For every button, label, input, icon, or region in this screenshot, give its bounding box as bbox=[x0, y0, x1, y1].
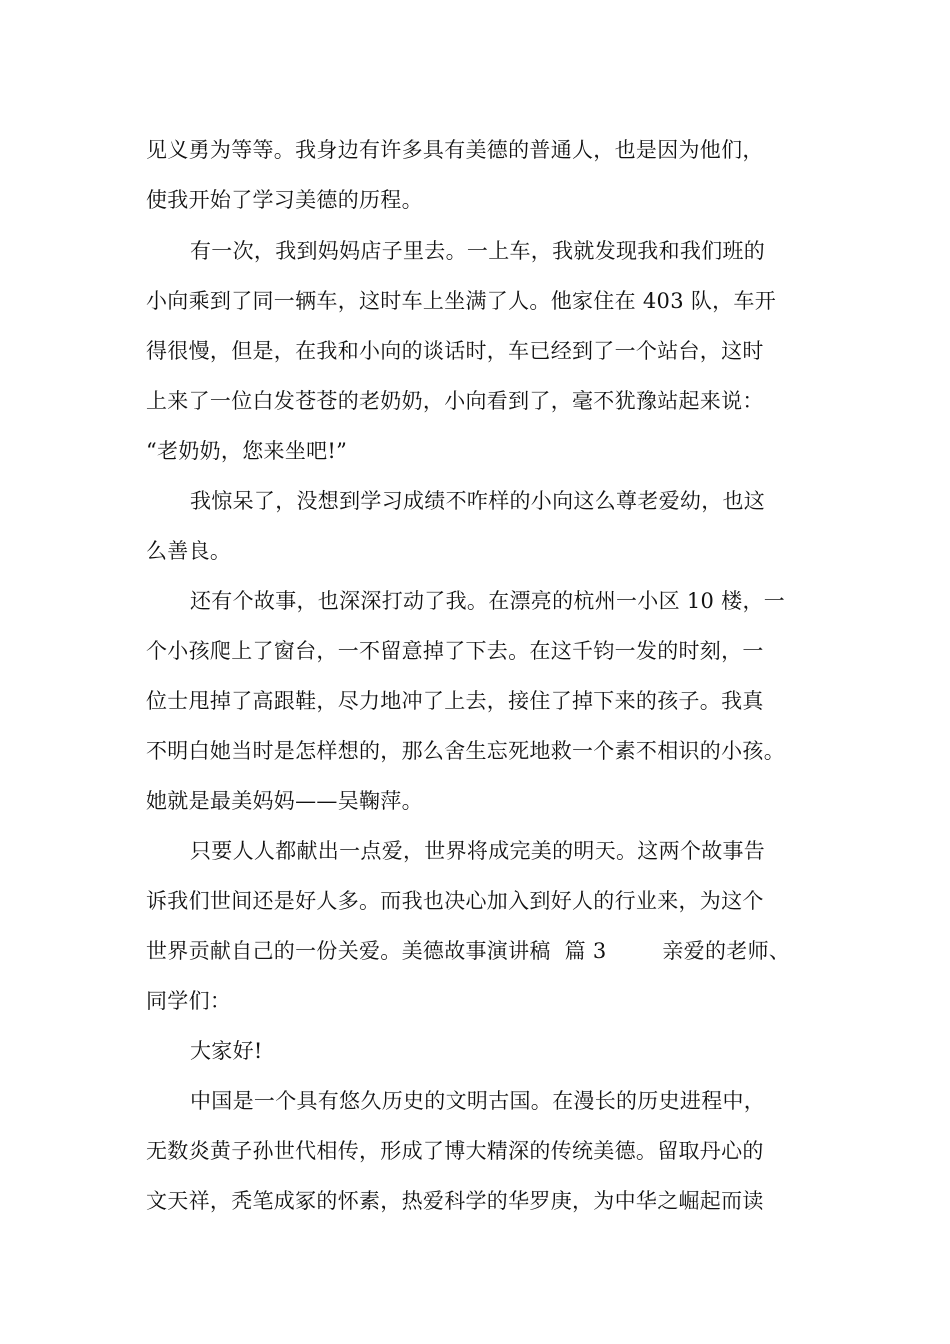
text-line-2: 使我开始了学习美德的历程。 bbox=[146, 188, 423, 212]
text-line-10: 还有个故事，也深深打动了我。在漂亮的杭州一小区 10 楼，一 bbox=[190, 589, 786, 613]
text-line-14: 她就是最美妈妈——吴鞠萍。 bbox=[146, 789, 423, 813]
text-line-11: 个小孩爬上了窗台，一不留意掉了下去。在这千钧一发的时刻，一 bbox=[146, 639, 764, 663]
text-line-12: 位士甩掉了高跟鞋，尽力地冲了上去，接住了掉下来的孩子。我真 bbox=[146, 689, 764, 713]
text-line-22: 文天祥，秃笔成冢的怀素，热爱科学的华罗庚，为中华之崛起而读 bbox=[146, 1189, 764, 1213]
text-line-5: 得很慢，但是，在我和小向的谈话时，车已经到了一个站台，这时 bbox=[146, 339, 764, 363]
text-line-6: 上来了一位白发苍苍的老奶奶，小向看到了，毫不犹豫站起来说： bbox=[146, 389, 764, 413]
text-line-3: 有一次，我到妈妈店子里去。一上车，我就发现我和我们班的 bbox=[190, 239, 766, 263]
text-line-8: 我惊呆了，没想到学习成绩不咋样的小向这么尊老爱幼，也这 bbox=[190, 489, 766, 513]
text-line-19: 大家好! bbox=[190, 1039, 263, 1063]
text-line-1: 见义勇为等等。我身边有许多具有美德的普通人，也是因为他们， bbox=[146, 138, 764, 162]
text-line-9: 么善良。 bbox=[146, 539, 232, 563]
text-line-17: 世界贡献自己的一份关爱。美德故事演讲稿 篇 3 亲爱的老师、 bbox=[146, 939, 791, 963]
text-line-4: 小向乘到了同一辆车，这时车上坐满了人。他家住在 403 队，车开 bbox=[146, 289, 777, 313]
text-line-7: “老奶奶，您来坐吧!” bbox=[146, 439, 348, 463]
text-line-15: 只要人人都献出一点爱，世界将成完美的明天。这两个故事告 bbox=[190, 839, 766, 863]
text-line-21: 无数炎黄子孙世代相传，形成了博大精深的传统美德。留取丹心的 bbox=[146, 1139, 764, 1163]
text-line-18: 同学们： bbox=[146, 989, 232, 1013]
text-line-13: 不明白她当时是怎样想的，那么舍生忘死地救一个素不相识的小孩。 bbox=[146, 739, 785, 763]
text-line-16: 诉我们世间还是好人多。而我也决心加入到好人的行业来，为这个 bbox=[146, 889, 764, 913]
text-line-20: 中国是一个具有悠久历史的文明古国。在漫长的历史进程中， bbox=[190, 1089, 766, 1113]
